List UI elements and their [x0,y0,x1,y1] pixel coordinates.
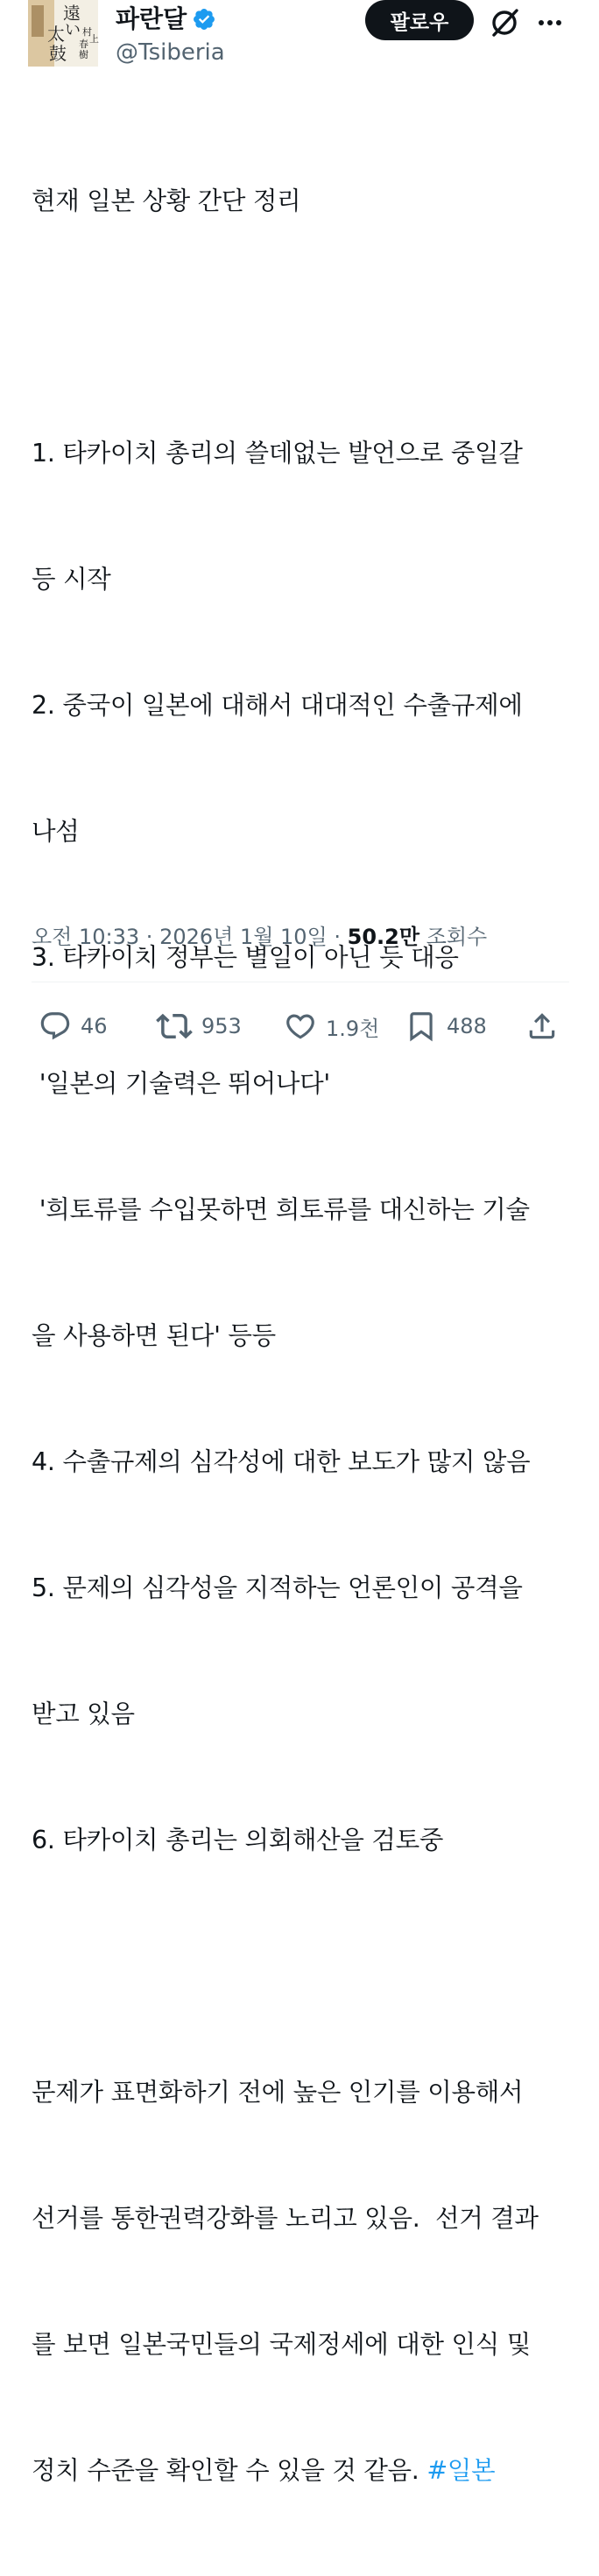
meta-separator: · [139,925,160,949]
tweet-line: 선거를 통한권력강화를 노리고 있음. 선거 결과 [32,2204,539,2233]
repost-count: 953 [201,1014,242,1038]
tweet-line: 문제가 표면화하기 전에 높은 인기를 이용해서 [32,2078,524,2107]
svg-text:い: い [65,21,81,39]
tweet-line: 현재 일본 상황 간단 정리 [32,187,301,215]
tweet-line: 2. 중국이 일본에 대해서 대대적인 수출규제에 [32,691,523,720]
svg-text:鼓: 鼓 [49,43,67,64]
bookmark-button[interactable] [405,1003,487,1049]
reply-count: 46 [81,1014,108,1038]
grok-icon[interactable] [487,5,522,40]
tweet-line: 을 사용하면 된다' 등등 [32,1321,276,1350]
like-button[interactable] [284,1003,379,1049]
repost-icon [156,1008,193,1045]
meta-separator: · [327,925,348,949]
author-name-row[interactable] [116,4,216,35]
tweet-line: '일본의 기술력은 뛰어나다' [32,1069,330,1098]
share-icon [525,1010,559,1043]
tweet-date[interactable]: 2026년 1월 10일 [159,925,328,949]
tweet-last-line [32,2450,574,2492]
tweet-line: 등 시작 [32,565,111,594]
svg-text:樹: 樹 [79,49,88,60]
follow-button[interactable]: 팔로우 [365,0,474,40]
tweet-meta [32,919,487,954]
tweet-line: 1. 타카이치 총리의 쓸데없는 발언으로 중일갈 [32,439,523,468]
reply-button[interactable] [39,1003,108,1049]
views-count: 50.2만 [347,925,420,949]
like-icon [284,1010,317,1043]
display-name[interactable]: 파란달 [116,4,187,33]
svg-text:遠: 遠 [63,3,81,24]
repost-button[interactable] [156,1003,242,1049]
tweet-line [32,1946,574,1988]
svg-text:村: 村 [82,26,92,38]
svg-text:上: 上 [89,33,99,45]
bookmark-icon [405,1010,438,1043]
hashtag-link[interactable]: #일본 [426,2456,496,2485]
svg-text:春: 春 [79,39,88,50]
tweet-line-text: 정치 수준을 확인할 수 있을 것 같음. [32,2456,427,2485]
tweet-line: '희토류를 수입못하면 희토류를 대신하는 기술 [32,1195,530,1224]
bookmark-count: 488 [447,1014,487,1038]
tweet-line: 4. 수출규제의 심각성에 대한 보도가 많지 않음 [32,1447,531,1476]
tweet-line: 나섬 [32,817,80,846]
views-label: 조회수 [419,925,488,949]
tweet-line: 5. 문제의 심각성을 지적하는 언론인이 공격을 [32,1573,523,1602]
more-icon[interactable] [532,5,567,40]
avatar[interactable] [28,0,98,67]
svg-text:太: 太 [47,24,65,45]
tweet-line: 6. 타카이치 총리는 의회해산을 검토중 [32,1826,444,1855]
action-bar [0,1003,599,1049]
tweet-line: 받고 있음 [32,1700,135,1728]
author-handle[interactable]: @Tsiberia [116,39,225,66]
verified-badge-icon [192,7,216,32]
reply-icon [39,1010,72,1043]
tweet-time[interactable]: 오전 10:33 [32,925,140,949]
tweet-text [32,96,574,2576]
like-count: 1.9천 [326,1016,380,1041]
tweet-line [32,306,574,348]
book-cover-avatar-icon [28,0,98,67]
tweet-line: 3. 타카이치 정부는 별일이 아닌 듯 대응 [32,943,459,972]
share-button[interactable] [525,1003,559,1049]
tweet-line: 를 보면 일본국민들의 국제정세에 대한 인식 및 [32,2330,531,2359]
